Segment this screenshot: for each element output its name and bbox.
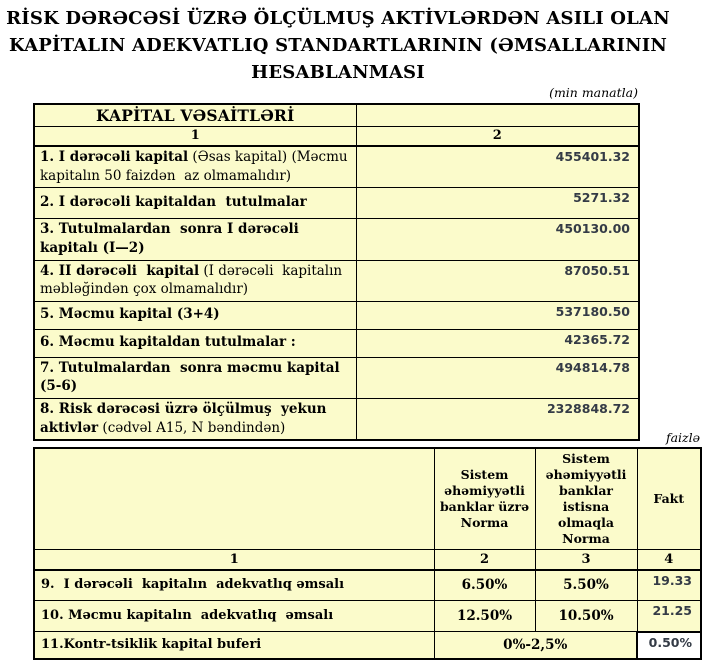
row-value: 5271.32 — [356, 188, 639, 219]
row-fakt: 0.50% — [637, 632, 701, 659]
row-label — [34, 188, 356, 219]
row-label — [34, 329, 356, 357]
ratio-table-header-empty-cell — [34, 448, 434, 550]
row-label-rest: (cədvəl A15, N bəndindən) — [98, 419, 286, 436]
row-label-bold: 7. Tutulmalardan sonra məcmu kapital (5-6) — [40, 359, 345, 395]
row-value: 2328848.72 — [356, 399, 639, 441]
col-header-fakt: Fakt — [637, 448, 701, 550]
row-label — [34, 260, 356, 301]
row-value: 42365.72 — [356, 329, 639, 357]
capital-table-header-empty-cell — [356, 104, 639, 126]
row-value: 450130.00 — [356, 219, 639, 260]
row-label — [34, 399, 356, 441]
row-norma-other: 5.50% — [535, 570, 637, 601]
capital-col-number-1: 1 — [34, 126, 356, 146]
row-fakt: 19.33 — [637, 570, 701, 601]
table-row — [34, 570, 701, 601]
table-row — [34, 188, 639, 219]
row-value: 537180.50 — [356, 301, 639, 329]
capital-table-header: KAPİTAL VƏSAİTLƏRİ — [34, 104, 356, 126]
page-title — [0, 5, 676, 86]
table-row — [34, 399, 639, 441]
row-label: 11.Kontr-tsiklik kapital buferi — [34, 632, 434, 659]
page-title-line-1: RİSK DƏRƏCƏSİ ÜZRƏ ÖLÇÜLMUŞ AKTİVLƏRDƏN ASILI OLAN — [6, 8, 670, 29]
table-row — [34, 260, 639, 301]
ratio-col-number-1: 1 — [34, 550, 434, 570]
col-header-norma-other: Sistem əhəmiyyətli banklar istisna olmaqla Norma — [535, 448, 637, 550]
row-label-bold: 1. I dərəcəli kapital — [40, 149, 189, 165]
table-row — [34, 219, 639, 260]
row-label-rest: (I dərəcəli kapitalın məbləğindən çox olmamalıdır) — [40, 262, 347, 298]
table-row — [34, 601, 701, 632]
row-label: 9. I dərəcəli kapitalın adekvatlıq əmsalı — [34, 570, 434, 601]
row-value: 87050.51 — [356, 260, 639, 301]
row-norma-systemic: 12.50% — [434, 601, 535, 632]
page-title-line-2: KAPİTALIN ADEKVATLIQ STANDARTLARININ (ƏMSALLARININ — [8, 35, 668, 56]
row-fakt: 21.25 — [637, 601, 701, 632]
row-label-bold: 8. Risk dərəcəsi üzrə ölçülmuş yekun aktivlər — [40, 401, 332, 436]
table-row — [34, 146, 639, 188]
row-label: 10. Məcmu kapitalın adekvatlıq əmsalı — [34, 601, 434, 632]
row-label — [34, 146, 356, 188]
row-norma-systemic: 6.50% — [434, 570, 535, 601]
table-row — [34, 301, 639, 329]
table-row — [34, 357, 639, 398]
row-label-bold: 2. I dərəcəli kapitaldan tutulmalar — [40, 194, 307, 211]
col-header-norma-systemic: Sistem əhəmiyyətli banklar üzrə Norma — [434, 448, 535, 550]
page-title-line-3: HESABLANMASI — [251, 62, 425, 83]
capital-table — [33, 103, 640, 441]
ratio-col-number-4: 4 — [637, 550, 701, 570]
row-norma-other: 10.50% — [535, 601, 637, 632]
row-label-bold: 5. Məcmu kapital (3+4) — [40, 306, 220, 323]
row-value: 494814.78 — [356, 357, 639, 398]
row-value: 455401.32 — [356, 146, 639, 188]
row-norma-merged: 0%-2,5% — [434, 632, 637, 659]
capital-col-number-2: 2 — [356, 126, 639, 146]
row-label-rest: (Əsas kapital) (Məcmu kapitalın 50 faizdən az olmamalıdır) — [40, 149, 352, 184]
unit-note-faizle: faizlə — [665, 430, 700, 445]
table-row — [34, 632, 701, 659]
row-label-bold: 6. Məcmu kapitaldan tutulmalar : — [40, 334, 296, 351]
ratio-col-number-2: 2 — [434, 550, 535, 570]
row-label — [34, 301, 356, 329]
adequacy-ratio-table — [33, 447, 702, 660]
row-label-bold: 3. Tutulmalardan sonra I dərəcəli kapitalı (I—2) — [40, 221, 304, 256]
table-row — [34, 329, 639, 357]
row-label — [34, 357, 356, 398]
row-label — [34, 219, 356, 260]
ratio-col-number-3: 3 — [535, 550, 637, 570]
row-label-bold: 4. II dərəcəli kapital — [40, 262, 200, 279]
unit-note-min-manatla: (min manatla) — [549, 85, 638, 100]
